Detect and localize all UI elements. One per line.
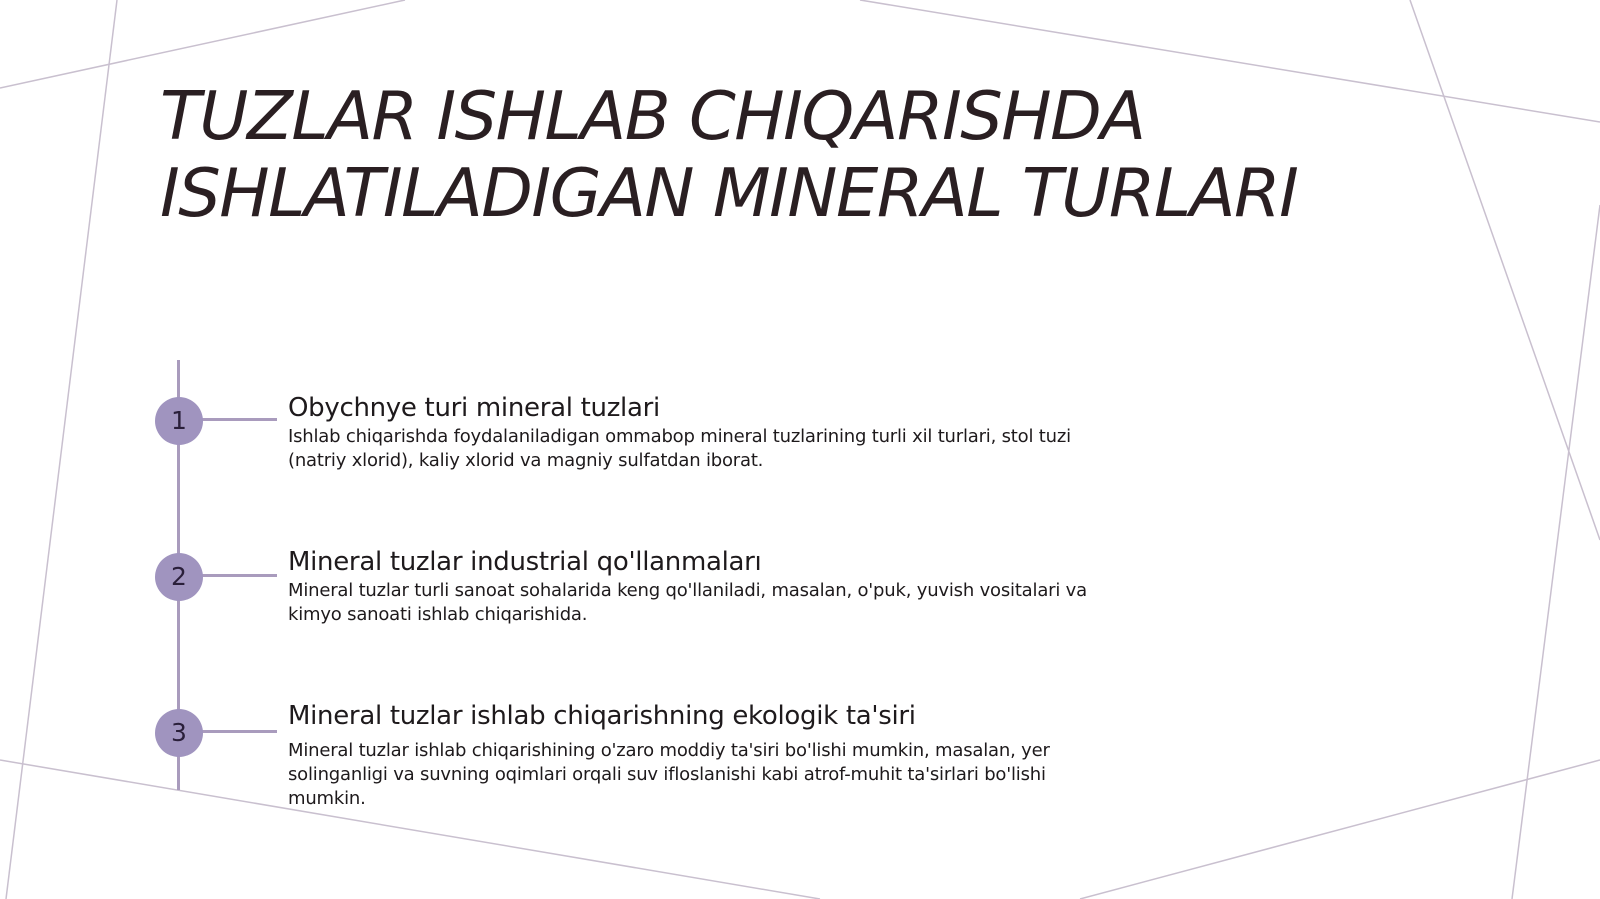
timeline-item-title: Obychnye turi mineral tuzlari	[288, 393, 660, 423]
timeline-item-3	[288, 699, 1108, 811]
timeline-item-description: Mineral tuzlar turli sanoat sohalarida keng qo'llaniladi, masalan, o'puk, yuvish vositalari va kimyo sanoati ishlab chiqarishida.	[288, 580, 1087, 625]
timeline-connector-1	[200, 418, 277, 421]
timeline-item-title: Mineral tuzlar ishlab chiqarishning ekologik ta'siri	[288, 701, 916, 731]
timeline-marker-3: 3	[155, 709, 203, 757]
timeline-connector-2	[200, 574, 277, 577]
timeline-item-2	[288, 545, 1108, 627]
timeline-marker-2: 2	[155, 553, 203, 601]
slide-title	[160, 78, 1460, 232]
slide-title-line-2: ISHLATILADIGAN MINERAL TURLARI	[160, 154, 1298, 232]
timeline-connector-3	[200, 730, 277, 733]
timeline-item-title: Mineral tuzlar industrial qo'llanmaları	[288, 547, 762, 577]
decor-line	[1080, 760, 1600, 899]
timeline-item-1	[288, 391, 1108, 473]
decor-line	[1512, 205, 1600, 899]
timeline-marker-1: 1	[155, 397, 203, 445]
decor-line	[0, 0, 405, 88]
slide-title-line-1: TUZLAR ISHLAB CHIQARISHDA	[160, 77, 1145, 155]
timeline-item-description: Mineral tuzlar ishlab chiqarishining o'zaro moddiy ta'siri bo'lishi mumkin, masalan, yer solinganligi va suvning oqimlari orqali suv ifloslanishi kabi atrof-muhit ta'sirlari bo'lishi mumkin.	[288, 740, 1050, 809]
timeline-item-description: Ishlab chiqarishda foydalaniladigan ommabop mineral tuzlarining turli xil turlari, stol tuzi (natriy xlorid), kaliy xlorid va magniy sulfatdan iborat.	[288, 426, 1071, 471]
